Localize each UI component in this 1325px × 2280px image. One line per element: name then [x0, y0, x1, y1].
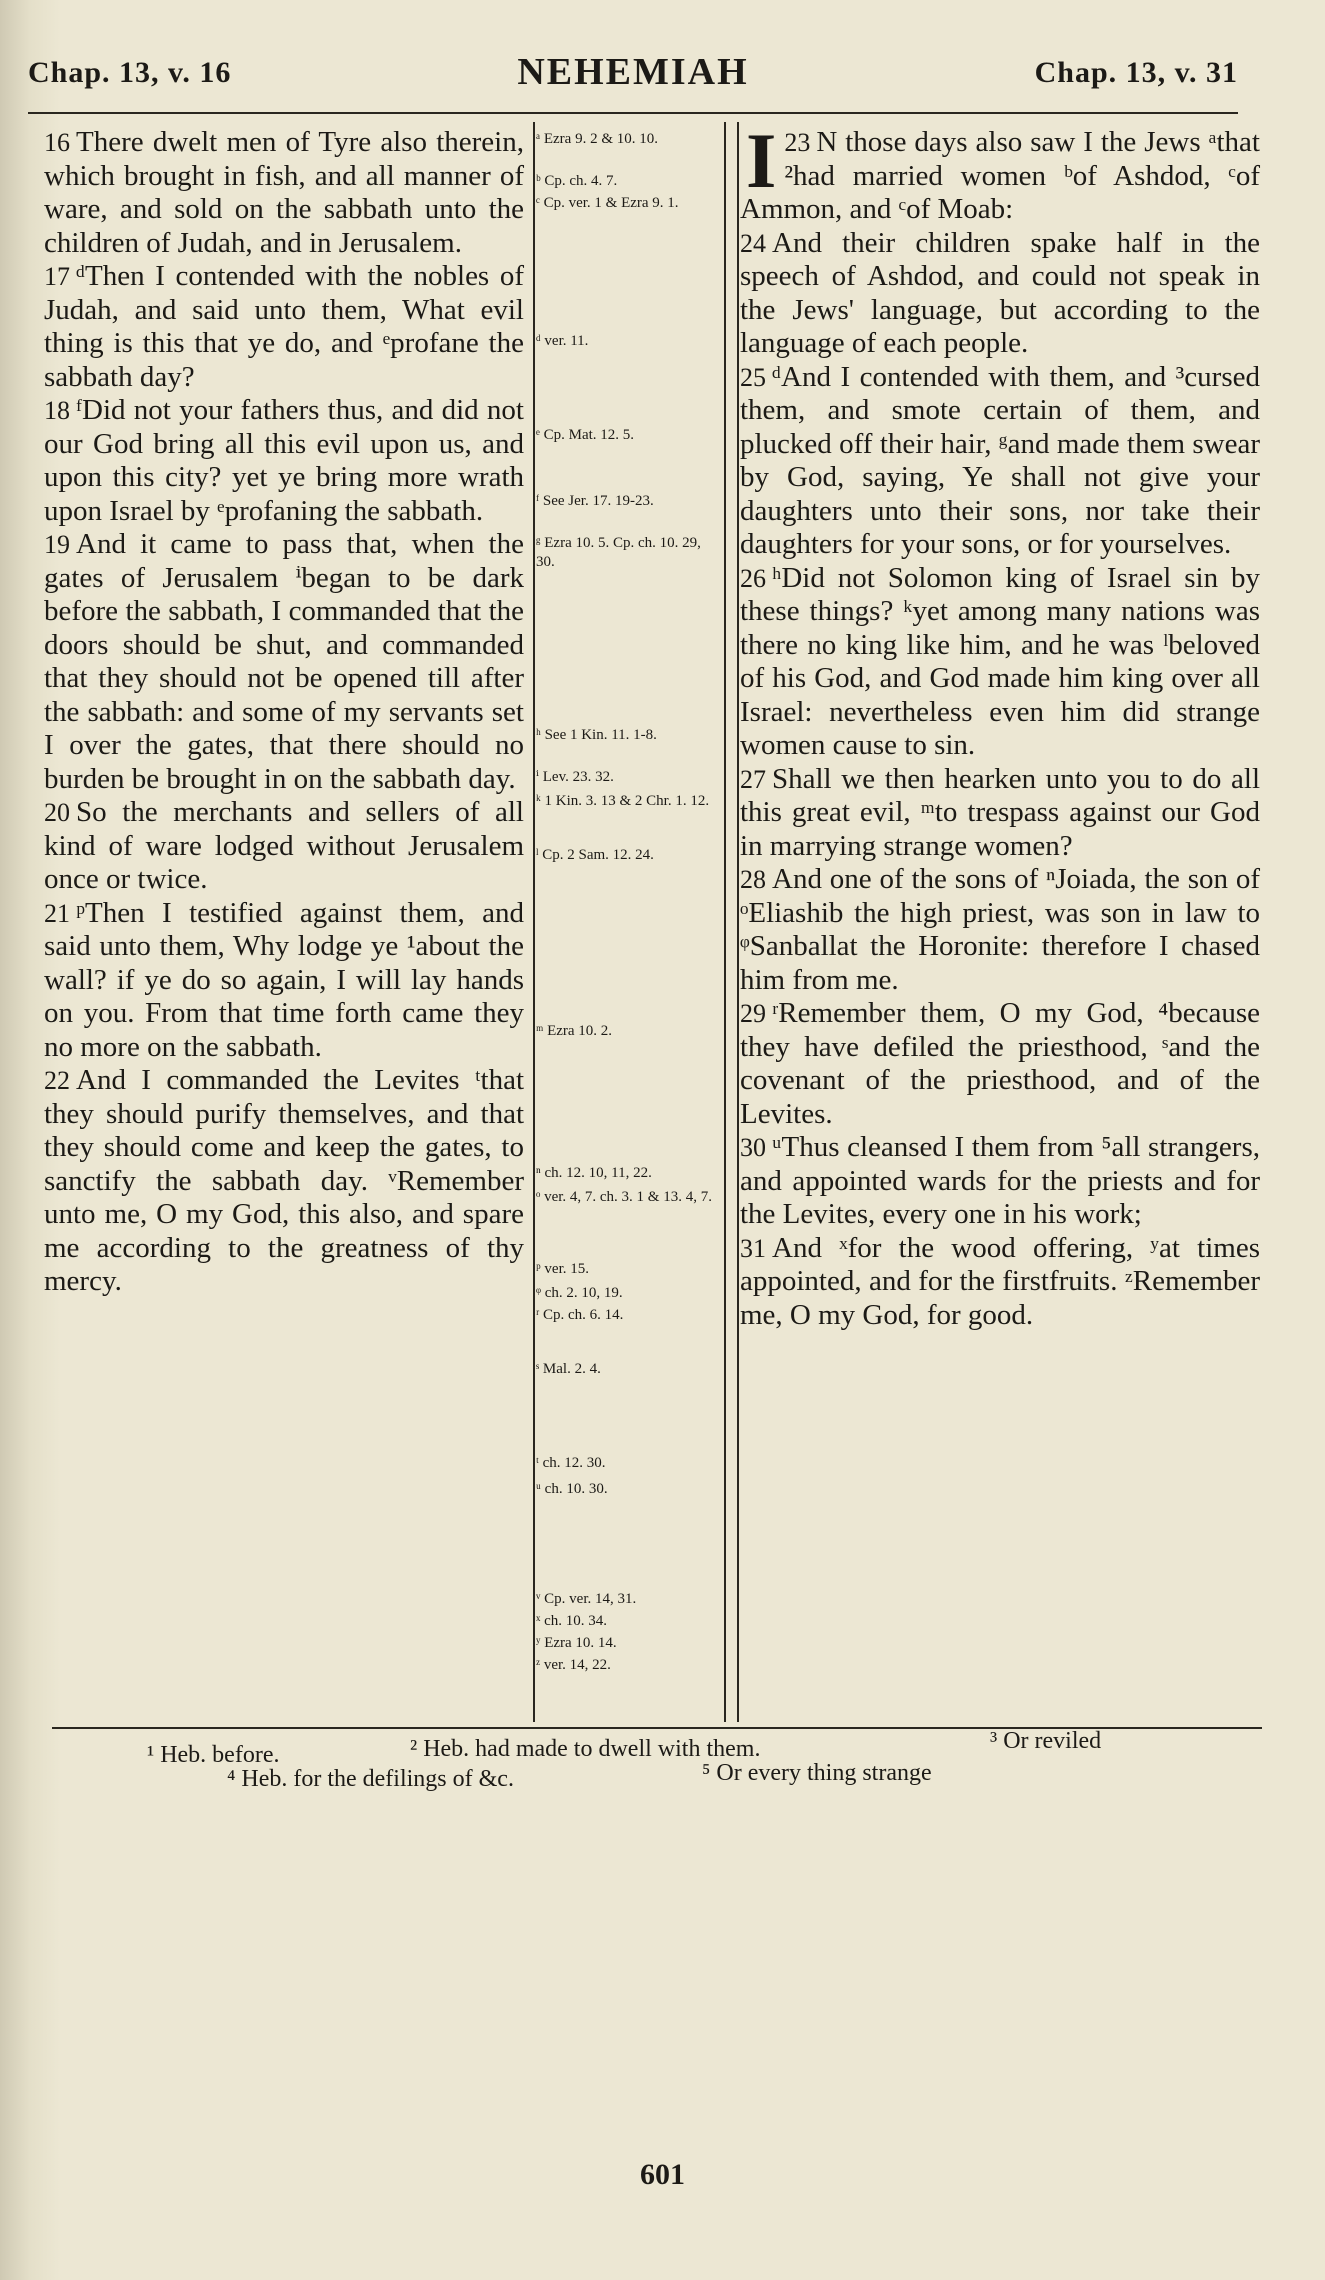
cross-reference: ᵖ ver. 15.	[536, 1261, 589, 1277]
verse-number: 23	[784, 128, 811, 157]
cross-reference: ᵘ ch. 10. 30.	[536, 1481, 608, 1497]
verse-text: And their children spake half in the speech of Ashdod, and could not speak in the Jews' language, but according to the language of each people.	[740, 226, 1260, 359]
verse	[740, 1232, 1260, 1333]
verse	[44, 1064, 524, 1299]
verse	[740, 1131, 1260, 1232]
verse-text: ᵖThen I testified against them, and said unto them, Why lodge ye ¹about the wall? if ye do so again, I will lay hands on you. From that time forth came they no more on the sabbath.	[44, 896, 524, 1063]
page-number: 601	[640, 2158, 685, 2191]
verse-text: ʰDid not Solomon king of Israel sin by these things? ᵏyet among many nations was there no king like him, and he was ˡbeloved of his God, and God made him king over all Israel: nevertheless even him did strange women cause to sin.	[740, 561, 1260, 761]
verse-number: 20	[44, 798, 70, 827]
cross-reference: ⁱ Lev. 23. 32.	[536, 769, 614, 785]
verse-text: ʳRemember them, O my God, ⁴because they have defiled the priesthood, ˢand the covenant of the priesthood, and of the Levites.	[740, 997, 1260, 1130]
cross-reference: ᵈ ver. 11.	[536, 333, 589, 349]
verse-number: 28	[740, 865, 766, 894]
verse-text: N those days also saw I the Jews ᵃthat ²had married women ᵇof Ashdod, ᶜof Ammon, and ᶜof Moab:	[740, 126, 1260, 225]
cross-reference: ᵃ Ezra 9. 2 & 10. 10.	[536, 131, 658, 147]
cross-reference: ˣ ch. 10. 34.	[536, 1613, 607, 1629]
cross-reference: ᶻ ver. 14, 22.	[536, 1657, 611, 1673]
footnote: ¹ Heb. before.	[147, 1742, 280, 1768]
verse	[44, 260, 524, 394]
cross-reference: ᵐ Ezra 10. 2.	[536, 1023, 613, 1039]
verse-number: 29	[740, 999, 766, 1028]
page-header	[28, 48, 1238, 108]
verse-number: 25	[740, 362, 766, 392]
cross-reference: ᵇ Cp. ch. 4. 7.	[536, 173, 618, 189]
cross-reference: ᶜ Cp. ver. 1 & Ezra 9. 1.	[536, 195, 679, 211]
verse-text: And one of the sons of ⁿJoiada, the son of ᵒEliashib the high priest, was son in law to ᵠSanballat the Horonite: therefore I chased him from me.	[740, 863, 1260, 996]
cross-reference: ʳ Cp. ch. 6. 14.	[536, 1307, 624, 1323]
verse	[740, 361, 1260, 562]
footnote: ⁵ Or every thing strange	[702, 1760, 932, 1786]
column-divider	[737, 122, 739, 1722]
verse	[44, 394, 524, 528]
cross-reference: ᵠ ch. 2. 10, 19.	[536, 1285, 623, 1301]
verse-text: There dwelt men of Tyre also therein, which brought in fish, and all manner of ware, and sold on the sabbath unto the children of Judah, and in Jerusalem.	[44, 126, 524, 259]
cross-reference: ʸ Ezra 10. 14.	[536, 1635, 617, 1651]
cross-reference: ⁿ ch. 12. 10, 11, 22.	[536, 1165, 652, 1181]
verse-number: 19	[44, 530, 70, 559]
verse	[740, 117, 1260, 227]
verse-number: 18	[44, 396, 70, 425]
verse-number: 24	[740, 228, 766, 258]
footnote: ³ Or reviled	[990, 1728, 1102, 1754]
footnote: ⁴ Heb. for the defilings of &c.	[227, 1766, 514, 1792]
verse	[44, 897, 524, 1065]
verse-text: Shall we then hearken unto you to do all this great evil, ᵐto trespass against our God in marrying strange women?	[740, 762, 1260, 862]
left-text-column	[44, 126, 524, 1299]
verse	[740, 863, 1260, 997]
verse	[44, 528, 524, 796]
verse-number: 30	[740, 1133, 766, 1162]
verse-text: And ˣfor the wood offering, ʸat times appointed, and for the firstfruits. ᶻRemember me, O my God, for good.	[740, 1231, 1260, 1331]
drop-cap: I	[746, 117, 777, 204]
verse-number: 27	[740, 764, 766, 794]
right-text-column	[740, 117, 1260, 1332]
verse	[740, 562, 1260, 763]
header-book-title: NEHEMIAH	[517, 51, 749, 93]
cross-reference: ᶠ See Jer. 17. 19-23.	[536, 493, 654, 509]
footnote: ² Heb. had made to dwell with them.	[410, 1736, 761, 1762]
verse-number: 21	[44, 898, 70, 928]
verse-text: And it came to pass that, when the gates of Jerusalem ⁱbegan to be dark before the sabbath, I commanded that the doors should be shut, and commanded that they should not be opened till after the sabbath: and some of my servants set I over the gates, that there should no burden be brought in on the sabbath day.	[44, 528, 524, 795]
verse-text: ᵘThus cleansed I them from ⁵all strangers, and appointed wards for the priests and for the Levites, every one in his work;	[740, 1131, 1260, 1230]
cross-reference: ˢ Mal. 2. 4.	[536, 1361, 601, 1377]
header-chapter-end: Chap. 13, v. 31	[1034, 56, 1238, 89]
verse	[740, 227, 1260, 361]
column-divider	[533, 122, 535, 1722]
cross-reference: ᵍ Ezra 10. 5. Cp. ch. 10. 29, 30.	[536, 535, 701, 570]
cross-reference: ˡ Cp. 2 Sam. 12. 24.	[536, 847, 654, 863]
verse-text: ᵈThen I contended with the nobles of Judah, and said unto them, What evil thing is this that ye do, and ᵉprofane the sabbath day?	[44, 260, 524, 393]
verse-number: 17	[44, 262, 70, 291]
header-rule	[28, 112, 1238, 114]
header-chapter-start: Chap. 13, v. 16	[28, 56, 232, 89]
verse	[740, 997, 1260, 1131]
verse	[44, 126, 524, 260]
verse-text: And I commanded the Levites ᵗthat they should purify themselves, and that they should come and keep the gates, to sanctify the sabbath day. ᵛRemember unto me, O my God, this also, and spare me according to the greatness of thy mercy.	[44, 1064, 524, 1297]
column-divider	[724, 122, 726, 1722]
cross-reference: ᵏ 1 Kin. 3. 13 & 2 Chr. 1. 12.	[536, 793, 710, 809]
verse-text: ᶠDid not your fathers thus, and did not our God bring all this evil upon us, and upon this city? yet ye bring more wrath upon Israel by ᵉprofaning the sabbath.	[44, 394, 524, 527]
verse-number: 16	[44, 128, 70, 157]
cross-reference: ʰ See 1 Kin. 11. 1-8.	[536, 727, 657, 743]
verse-number: 31	[740, 1233, 766, 1263]
verse-text: So the merchants and sellers of all kind of ware lodged without Jerusalem once or twice.	[44, 796, 524, 895]
cross-reference: ᵛ Cp. ver. 14, 31.	[536, 1591, 637, 1607]
verse-number: 26	[740, 563, 766, 593]
verse	[44, 796, 524, 897]
cross-reference: ᵒ ver. 4, 7. ch. 3. 1 & 13. 4, 7.	[536, 1189, 712, 1205]
cross-reference: ᵉ Cp. Mat. 12. 5.	[536, 427, 635, 443]
cross-reference: ᵗ ch. 12. 30.	[536, 1455, 606, 1471]
verse	[740, 763, 1260, 864]
verse-number: 22	[44, 1066, 70, 1095]
verse-text: ᵈAnd I contended with them, and ³cursed them, and smote certain of them, and plucked off their hair, ᵍand made them swear by God, saying, Ye shall not give your daughters unto their sons, nor take their daughters for your sons, or for yourselves.	[740, 360, 1260, 560]
